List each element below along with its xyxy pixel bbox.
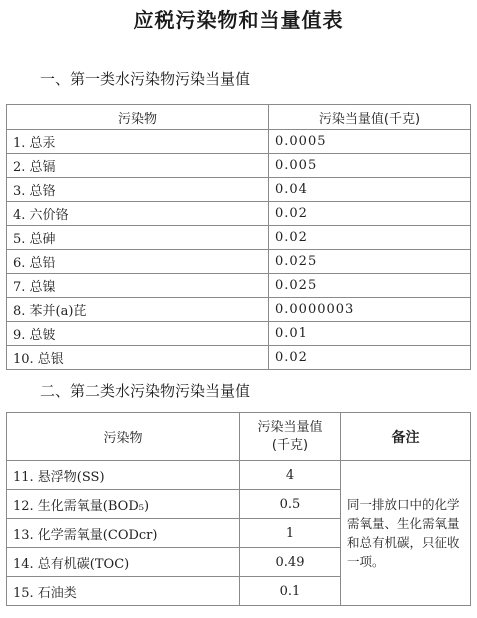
table-row (7, 274, 471, 298)
pollutant-cell: 3. 总铬 (7, 178, 269, 202)
pollutant-cell: 6. 总铅 (7, 250, 269, 274)
value-cell: 4 (240, 461, 341, 490)
pollutant-cell: 2. 总镉 (7, 154, 269, 178)
pollutant-cell: 1. 总汞 (7, 130, 269, 154)
value-cell: 0.5 (240, 490, 341, 519)
section-2-heading: 二、第二类水污染物污染当量值 (40, 382, 251, 400)
pollutant-cell: 4. 六价铬 (7, 202, 269, 226)
value-cell: 0.025 (269, 250, 471, 274)
table-row (7, 130, 471, 154)
table-row (7, 178, 471, 202)
value-cell: 0.01 (269, 322, 471, 346)
value-cell: 0.02 (269, 226, 471, 250)
pollutant-cell: 12. 生化需氧量(BOD₅) (7, 490, 240, 519)
pollutant-cell: 5. 总砷 (7, 226, 269, 250)
header-value-line1: 污染当量值 (257, 419, 323, 435)
pollutant-cell: 15. 石油类 (7, 577, 240, 606)
table-first-class-pollutants (6, 104, 471, 370)
table-second-class-pollutants (6, 412, 471, 606)
page-title: 应税污染物和当量值表 (133, 8, 344, 32)
header-note: 备注 (341, 413, 471, 461)
header-equivalent-value: 污染当量值(千克) (269, 105, 471, 130)
pollutant-cell: 13. 化学需氧量(CODcr) (7, 519, 240, 548)
value-cell: 1 (240, 519, 341, 548)
pollutant-cell: 14. 总有机碳(TOC) (7, 548, 240, 577)
header-value-line2: (千克) (271, 437, 309, 453)
pollutant-cell: 10. 总银 (7, 346, 269, 370)
table-row (7, 154, 471, 178)
pollutant-cell: 8. 苯并(a)芘 (7, 298, 269, 322)
value-cell: 0.025 (269, 274, 471, 298)
table-row (7, 226, 471, 250)
header-equivalent-value (240, 413, 341, 461)
table-row (7, 202, 471, 226)
value-cell: 0.005 (269, 154, 471, 178)
section-1-heading: 一、第一类水污染物污染当量值 (40, 70, 251, 88)
table-row (7, 322, 471, 346)
value-cell: 0.04 (269, 178, 471, 202)
value-cell: 0.1 (240, 577, 341, 606)
table-row (7, 298, 471, 322)
pollutant-cell: 11. 悬浮物(SS) (7, 461, 240, 490)
table-row (7, 346, 471, 370)
pollutant-cell: 9. 总铍 (7, 322, 269, 346)
table-header-row (7, 413, 471, 461)
value-cell: 0.0005 (269, 130, 471, 154)
pollutant-cell: 7. 总镍 (7, 274, 269, 298)
value-cell: 0.02 (269, 346, 471, 370)
note-cell: 同一排放口中的化学需氧量、生化需氧量和总有机碳，只征收一项。 (341, 461, 471, 606)
value-cell: 0.02 (269, 202, 471, 226)
header-pollutant: 污染物 (7, 105, 269, 130)
table-header-row (7, 105, 471, 130)
header-pollutant: 污染物 (7, 413, 240, 461)
value-cell: 0.49 (240, 548, 341, 577)
value-cell: 0.0000003 (269, 298, 471, 322)
table-row (7, 250, 471, 274)
table-row (7, 461, 471, 490)
